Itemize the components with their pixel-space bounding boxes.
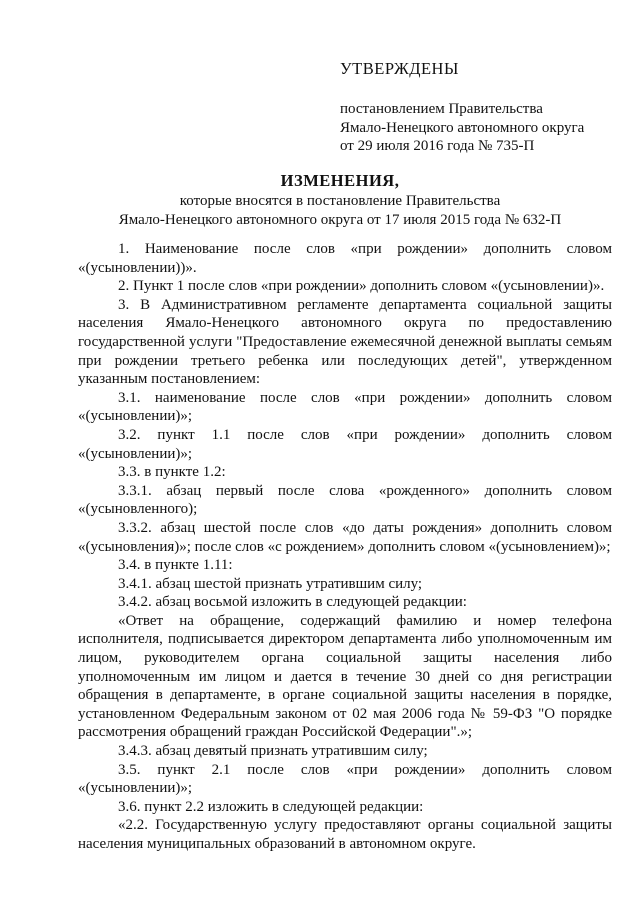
document-subtitle-1: которые вносятся в постановление Правительства: [179, 193, 501, 209]
document-body: [78, 240, 612, 854]
paragraph: 3.1. наименование после слов «при рождении» дополнить словом «(усыновлении)»;: [78, 389, 612, 425]
paragraph: 1. Наименование после слов «при рождении» дополнить словом «(усыновлении))».: [78, 241, 612, 276]
paragraph: 3.4.1. абзац шестой признать утратившим силу;: [118, 575, 423, 592]
approval-stamp: [340, 58, 630, 156]
paragraph: 3.3.1. абзац первый после слова «рожденного» дополнить словом «(усыновленного);: [78, 482, 612, 518]
paragraph: «2.2. Государственную услугу предоставляют органы социальной защиты населения муниципальных образований в автономном округе.: [78, 817, 612, 852]
document-subtitle-2: Ямало-Ненецкого автономного округа от 17 июля 2015 года № 632-П: [118, 211, 562, 228]
paragraph: 3. В Административном регламенте департамента социальной защиты населения Ямало-Ненецкого автономного округа по предоставлению государственной услуги "Предоставление ежемесячной денежной выплаты семьям при рождении третьего ребенка или последующих детей", утвержденном указанным постановлением:: [78, 296, 612, 388]
paragraph: 3.2. пункт 1.1 после слов «при рождении» дополнить словом «(усыновлении)»;: [78, 426, 612, 462]
paragraph: 3.4.3. абзац девятый признать утратившим силу;: [118, 743, 428, 760]
approval-heading: УТВЕРЖДЕНЫ: [340, 59, 459, 78]
paragraph: 3.3.2. абзац шестой после слов «до даты рождения» дополнить словом «(усыновления)»; после слов «с рождением» дополнить словом «(усыновлением)»;: [78, 519, 612, 555]
paragraph: 3.4. в пункте 1.11:: [118, 557, 233, 574]
approval-line-2: Ямало-Ненецкого автономного округа: [340, 119, 585, 136]
paragraph: 3.3. в пункте 1.2:: [118, 464, 226, 481]
paragraph: 3.6. пункт 2.2 изложить в следующей редакции:: [118, 798, 424, 815]
paragraph: 3.4.2. абзац восьмой изложить в следующей редакции:: [118, 594, 467, 611]
paragraph: 3.5. пункт 2.1 после слов «при рождении» дополнить словом «(усыновлении)»;: [78, 761, 612, 797]
paragraph: 2. Пункт 1 после слов «при рождении» дополнить словом «(усыновлении)».: [118, 278, 605, 295]
approval-line-3: от 29 июля 2016 года № 735-П: [340, 138, 535, 154]
document-title: ИЗМЕНЕНИЯ,: [280, 171, 400, 190]
document-title-block: [60, 170, 620, 229]
approval-line-1: постановлением Правительства: [340, 101, 543, 117]
paragraph: «Ответ на обращение, содержащий фамилию и номер телефона исполнителя, подписывается директором департамента либо уполномоченным им лицом, руководителем органа социальной защиты населения либо уполномоченным им лицом и дается в течение 30 дней со дня регистрации обращения в департаменте, в органе социальной защиты населения в порядке, установленном Федеральным законом от 02 мая 2006 года № 59-ФЗ "О порядке рассмотрения обращений граждан Российской Федерации".»;: [78, 612, 612, 741]
